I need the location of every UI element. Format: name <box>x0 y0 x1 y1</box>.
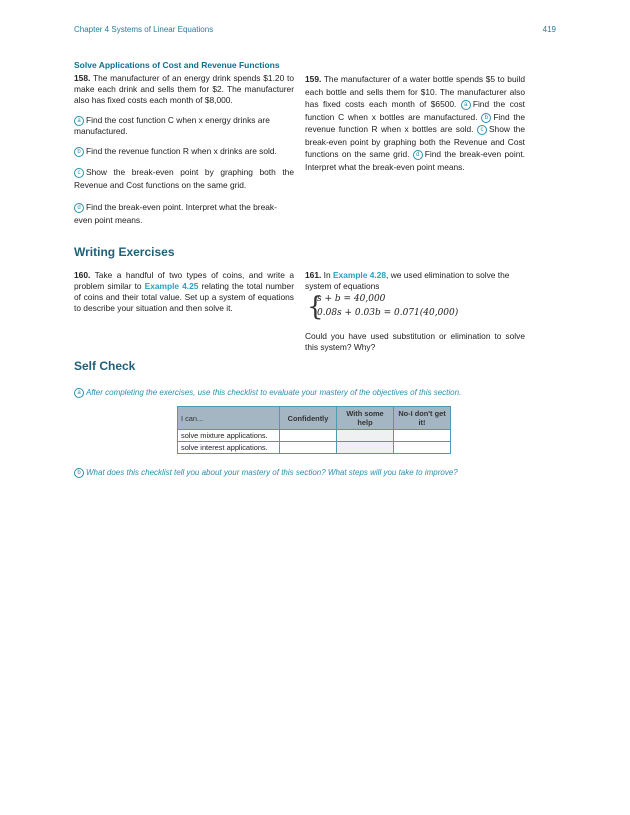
exercise-158-part-d <box>74 201 294 227</box>
exercise-158-part-b <box>74 146 294 157</box>
exercise-158-part-c <box>74 166 294 192</box>
header-with-some-help: With some help <box>337 407 394 430</box>
part-c-icon: c <box>74 168 84 178</box>
self-check-heading: Self Check <box>74 359 136 373</box>
equation-1: s + b = 40,000 <box>317 294 386 304</box>
self-check-a <box>74 388 461 398</box>
chapter-header: Chapter 4 Systems of Linear Equations <box>74 25 214 34</box>
part-d-icon: d <box>74 203 84 213</box>
exercise-159-body: The manufacturer of a water bottle spends $5 to build each bottle and sells them for $10. The manufacturer also has fixed costs each month of $6500. <box>305 74 525 109</box>
exercise-158-part-a <box>74 115 294 137</box>
row-label: solve interest applications. <box>178 442 280 454</box>
exercise-160-text-after: relating the total number of coins and their total value. Set up a system of equations to describe your situation and then solve it. <box>74 281 295 313</box>
header-no-i-dont-get-it: No-I don't get it! <box>394 407 451 430</box>
part-c-text: Show the break-even point by graphing both the Revenue and Cost functions on the same grid. <box>74 167 294 190</box>
example-4-25-link[interactable]: Example 4.25 <box>144 281 199 291</box>
confidently-cell[interactable] <box>280 442 337 454</box>
header-i-can: I can... <box>178 407 280 430</box>
exercise-160-text-before: Take a handful of two types of coins, and write a problem similar to <box>74 270 294 291</box>
row-label: solve mixture applications. <box>178 430 280 442</box>
exercise-161-number: 161. <box>305 270 322 280</box>
part-a-text: Find the cost function C when x energy drinks are manufactured. <box>74 115 270 136</box>
exercise-161 <box>305 270 525 353</box>
table-row <box>178 442 451 454</box>
part-b-icon: b <box>481 113 491 123</box>
self-check-a-text: After completing the exercises, use this checklist to evaluate your mastery of the objectives of this section. <box>86 388 462 397</box>
exercise-160 <box>74 270 294 314</box>
part-a-icon: a <box>461 100 471 110</box>
exercise-161-intro <box>305 270 525 292</box>
part-a-icon: a <box>74 388 84 398</box>
page-number: 419 <box>542 25 556 34</box>
example-4-28-link[interactable]: Example 4.28 <box>332 270 387 280</box>
writing-exercises-heading: Writing Exercises <box>74 245 175 259</box>
confidently-cell[interactable] <box>280 430 337 442</box>
exercise-158 <box>74 73 294 227</box>
exercise-161-text-after: , we used elimination to solve the system of equations <box>305 270 510 291</box>
part-b-icon: b <box>74 468 84 478</box>
exercise-158-number: 158. <box>74 73 91 83</box>
exercise-161-text-before: In <box>323 270 331 280</box>
part-c-text: Show the break-even point by graphing both the Revenue and Cost functions on the same grid. <box>305 124 525 159</box>
table-header-row <box>178 407 451 430</box>
no-cell[interactable] <box>394 430 451 442</box>
with-some-help-cell[interactable] <box>337 430 394 442</box>
no-cell[interactable] <box>394 442 451 454</box>
header-confidently: Confidently <box>280 407 337 430</box>
part-b-text: Find the revenue function R when x bottles are sold. <box>305 111 526 134</box>
exercise-160-number: 160. <box>74 270 91 280</box>
checklist-table <box>177 406 451 454</box>
left-brace: { <box>307 292 324 322</box>
exercise-158-body: The manufacturer of an energy drink spends $1.20 to make each drink and sells them for $2. The manufacturer also has fixed costs each month of $8,000. <box>74 73 294 105</box>
part-d-text: Find the break-even point. Interpret what the break-even point means. <box>305 149 526 172</box>
exercise-159-number: 159. <box>305 74 322 84</box>
part-c-icon: c <box>477 125 487 135</box>
part-d-text: Find the break-even point. Interpret what the break-even point means. <box>74 202 277 225</box>
table-row <box>178 430 451 442</box>
part-b-text: Find the revenue function R when x drinks are sold. <box>86 146 277 156</box>
self-check-b <box>74 468 458 478</box>
with-some-help-cell[interactable] <box>337 442 394 454</box>
exercise-161-question: Could you have used substitution or elimination to solve this system? Why? <box>305 331 525 352</box>
part-b-icon: b <box>74 147 84 157</box>
exercise-159-text <box>305 73 525 173</box>
part-d-icon: d <box>413 150 423 160</box>
self-check-b-text: What does this checklist tell you about your mastery of this section? What steps will you take to improve? <box>86 468 458 477</box>
equation-system <box>305 292 525 322</box>
equation-2: 0.08s + 0.03b = 0.071(40,000) <box>317 308 459 318</box>
part-a-icon: a <box>74 116 84 126</box>
section-title: Solve Applications of Cost and Revenue Functions <box>74 60 280 70</box>
exercise-159 <box>305 73 525 173</box>
exercise-158-text <box>74 73 294 106</box>
part-a-text: Find the cost function C when x bottles are manufactured. <box>305 99 525 122</box>
